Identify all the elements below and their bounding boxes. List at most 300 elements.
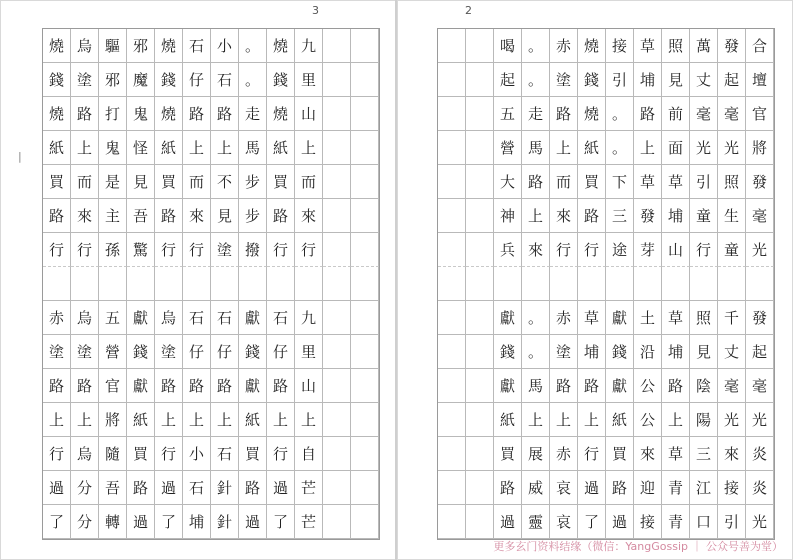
grid-cell: 光 <box>718 403 746 437</box>
grid-cell: 發 <box>746 301 774 335</box>
grid-cell: 路 <box>127 471 155 505</box>
grid-cell: 燒 <box>267 29 295 63</box>
grid-cell: 路 <box>211 369 239 403</box>
grid-cell <box>466 29 494 63</box>
grid-cell <box>323 199 351 233</box>
grid-cell: 塗 <box>550 335 578 369</box>
grid-cell: 引 <box>718 505 746 539</box>
grid-cell: 。 <box>239 63 267 97</box>
grid-cell: 過 <box>606 505 634 539</box>
grid-cell: 見 <box>662 63 690 97</box>
grid-cell: 紙 <box>494 403 522 437</box>
grid-cell: 路 <box>155 199 183 233</box>
grid-cell <box>438 131 466 165</box>
grid-cell: 埔 <box>578 335 606 369</box>
grid-cell: 接 <box>634 505 662 539</box>
grid-cell <box>578 267 606 301</box>
grid-cell <box>351 335 379 369</box>
grid-cell <box>466 233 494 267</box>
grid-cell: 而 <box>71 165 99 199</box>
grid-cell <box>606 267 634 301</box>
grid-cell: 草 <box>578 301 606 335</box>
grid-cell: 鬼 <box>127 97 155 131</box>
grid-cell: 口 <box>690 505 718 539</box>
grid-cell <box>466 471 494 505</box>
grid-cell: 。 <box>522 63 550 97</box>
grid-cell <box>438 369 466 403</box>
grid-cell: 五 <box>99 301 127 335</box>
grid-cell: 馬 <box>522 131 550 165</box>
grid-cell: 埔 <box>634 63 662 97</box>
grid-cell: 馬 <box>522 369 550 403</box>
grid-cell: 九 <box>295 301 323 335</box>
grid-cell: 上 <box>71 403 99 437</box>
grid-cell: 仔 <box>183 335 211 369</box>
grid-cell: 買 <box>155 165 183 199</box>
grid-cell: 獻 <box>606 369 634 403</box>
grid-cell: 買 <box>267 165 295 199</box>
grid-cell: 買 <box>494 437 522 471</box>
grid-cell: 路 <box>43 369 71 403</box>
grid-cell: 光 <box>746 233 774 267</box>
grid-cell: 路 <box>606 471 634 505</box>
grid-cell: 照 <box>690 301 718 335</box>
grid-cell: 獻 <box>127 301 155 335</box>
grid-cell: 行 <box>578 437 606 471</box>
grid-cell: 分 <box>71 471 99 505</box>
grid-cell: 毫 <box>746 369 774 403</box>
grid-cell: 炎 <box>746 471 774 505</box>
grid-cell: 赤 <box>550 437 578 471</box>
grid-cell: 錢 <box>494 335 522 369</box>
grid-cell: 上 <box>522 403 550 437</box>
grid-cell <box>351 437 379 471</box>
grid-cell: 照 <box>662 29 690 63</box>
grid-cell <box>438 505 466 539</box>
grid-cell: 過 <box>155 471 183 505</box>
grid-cell: 買 <box>606 437 634 471</box>
grid-cell: 過 <box>43 471 71 505</box>
grid-cell <box>183 267 211 301</box>
grid-cell: 芽 <box>634 233 662 267</box>
grid-cell: 山 <box>295 369 323 403</box>
grid-cell: 撥 <box>239 233 267 267</box>
grid-cell: 發 <box>634 199 662 233</box>
grid-cell: 小 <box>183 437 211 471</box>
grid-cell: 石 <box>267 301 295 335</box>
watermark-text: 更多玄门资料结缘（微信：YangGossip ｜ 公众号善为堂） <box>493 540 783 553</box>
grid-cell: 芒 <box>295 471 323 505</box>
grid-cell: 上 <box>662 403 690 437</box>
grid-cell <box>43 267 71 301</box>
grid-cell: 生 <box>718 199 746 233</box>
grid-cell <box>438 165 466 199</box>
grid-cell: 仔 <box>183 63 211 97</box>
manuscript-grid-left <box>42 28 380 540</box>
grid-cell: 來 <box>71 199 99 233</box>
grid-cell: 兵 <box>494 233 522 267</box>
grid-cell: 。 <box>522 29 550 63</box>
grid-cell: 烏 <box>155 301 183 335</box>
grid-cell: 毫 <box>718 369 746 403</box>
grid-cell: 來 <box>550 199 578 233</box>
grid-cell <box>690 267 718 301</box>
grid-cell: 錢 <box>267 63 295 97</box>
grid-cell <box>323 369 351 403</box>
grid-cell <box>494 267 522 301</box>
grid-cell: 起 <box>494 63 522 97</box>
grid-cell: 了 <box>155 505 183 539</box>
grid-cell: 獻 <box>606 301 634 335</box>
grid-cell: 。 <box>606 131 634 165</box>
grid-cell <box>323 403 351 437</box>
grid-cell: 埔 <box>662 335 690 369</box>
grid-cell: 塗 <box>71 335 99 369</box>
grid-cell: 行 <box>295 233 323 267</box>
grid-cell <box>351 165 379 199</box>
grid-cell: 赤 <box>550 29 578 63</box>
grid-cell: 土 <box>634 301 662 335</box>
grid-cell: 路 <box>239 471 267 505</box>
grid-cell: 上 <box>211 131 239 165</box>
grid-cell: 行 <box>71 233 99 267</box>
grid-cell: 轉 <box>99 505 127 539</box>
grid-cell: 上 <box>183 131 211 165</box>
grid-cell: 孫 <box>99 233 127 267</box>
grid-cell: 燒 <box>43 29 71 63</box>
grid-cell <box>351 301 379 335</box>
grid-cell: 塗 <box>43 335 71 369</box>
grid-cell: 起 <box>718 63 746 97</box>
right-page <box>397 0 793 560</box>
grid-cell: 塗 <box>71 63 99 97</box>
grid-cell: 燒 <box>578 97 606 131</box>
grid-cell: 過 <box>239 505 267 539</box>
grid-cell: 九 <box>295 29 323 63</box>
grid-cell <box>267 267 295 301</box>
grid-cell: 紙 <box>578 131 606 165</box>
grid-cell: 來 <box>634 437 662 471</box>
grid-cell: 上 <box>183 403 211 437</box>
grid-cell <box>239 267 267 301</box>
grid-cell: 。 <box>606 97 634 131</box>
grid-cell: 烏 <box>71 437 99 471</box>
grid-cell: 合 <box>746 29 774 63</box>
grid-cell: 過 <box>267 471 295 505</box>
grid-cell: 埔 <box>662 199 690 233</box>
grid-cell: 買 <box>578 165 606 199</box>
grid-cell: 展 <box>522 437 550 471</box>
grid-cell <box>351 471 379 505</box>
grid-cell: 路 <box>267 199 295 233</box>
grid-cell: 赤 <box>43 301 71 335</box>
grid-cell: 行 <box>155 233 183 267</box>
grid-cell: 石 <box>183 301 211 335</box>
grid-cell: 山 <box>662 233 690 267</box>
grid-cell <box>438 97 466 131</box>
grid-cell: 馬 <box>239 131 267 165</box>
grid-cell: 路 <box>211 97 239 131</box>
grid-cell: 接 <box>606 29 634 63</box>
grid-cell: 路 <box>267 369 295 403</box>
grid-cell <box>351 403 379 437</box>
grid-cell <box>323 233 351 267</box>
grid-cell: 草 <box>634 165 662 199</box>
grid-cell: 路 <box>155 369 183 403</box>
grid-cell: 獻 <box>239 369 267 403</box>
grid-cell: 里 <box>295 63 323 97</box>
grid-cell: 公 <box>634 403 662 437</box>
grid-cell: 過 <box>127 505 155 539</box>
grid-cell: 路 <box>550 369 578 403</box>
grid-cell: 路 <box>494 471 522 505</box>
grid-cell <box>466 403 494 437</box>
grid-cell: 將 <box>746 131 774 165</box>
grid-cell <box>323 131 351 165</box>
grid-cell: 三 <box>606 199 634 233</box>
grid-cell: 石 <box>211 437 239 471</box>
grid-cell: 石 <box>211 301 239 335</box>
grid-cell <box>127 267 155 301</box>
grid-cell: 喝 <box>494 29 522 63</box>
grid-cell <box>351 199 379 233</box>
grid-cell: 草 <box>662 301 690 335</box>
grid-cell: 邪 <box>127 29 155 63</box>
grid-cell: 公 <box>634 369 662 403</box>
grid-cell: 獻 <box>127 369 155 403</box>
grid-cell: 起 <box>746 335 774 369</box>
grid-cell <box>466 301 494 335</box>
grid-cell: 路 <box>578 369 606 403</box>
grid-cell: 草 <box>634 29 662 63</box>
grid-cell: 驅 <box>99 29 127 63</box>
grid-cell <box>99 267 127 301</box>
grid-cell: 見 <box>127 165 155 199</box>
grid-cell: 江 <box>690 471 718 505</box>
grid-cell <box>323 165 351 199</box>
grid-cell: 上 <box>155 403 183 437</box>
grid-cell <box>550 267 578 301</box>
grid-cell <box>323 335 351 369</box>
grid-cell: 路 <box>522 165 550 199</box>
grid-cell: 沿 <box>634 335 662 369</box>
grid-cell: 主 <box>99 199 127 233</box>
grid-cell: 路 <box>71 97 99 131</box>
grid-cell: 魔 <box>127 63 155 97</box>
grid-cell <box>466 199 494 233</box>
grid-cell: 來 <box>718 437 746 471</box>
left-page <box>0 0 396 560</box>
grid-cell: 行 <box>267 437 295 471</box>
grid-cell <box>155 267 183 301</box>
grid-cell <box>323 63 351 97</box>
grid-cell: 途 <box>606 233 634 267</box>
grid-cell <box>466 97 494 131</box>
grid-cell: 上 <box>295 403 323 437</box>
grid-cell <box>438 335 466 369</box>
grid-cell: 青 <box>662 471 690 505</box>
grid-cell: 而 <box>550 165 578 199</box>
grid-cell: 上 <box>71 131 99 165</box>
grid-cell <box>466 131 494 165</box>
grid-cell: 石 <box>183 471 211 505</box>
grid-cell: 神 <box>494 199 522 233</box>
grid-cell: 紙 <box>43 131 71 165</box>
grid-cell: 迎 <box>634 471 662 505</box>
grid-cell: 走 <box>522 97 550 131</box>
grid-cell <box>438 403 466 437</box>
grid-cell: 威 <box>522 471 550 505</box>
grid-cell: 紙 <box>127 403 155 437</box>
grid-cell <box>466 437 494 471</box>
grid-cell: 路 <box>634 97 662 131</box>
grid-cell <box>295 267 323 301</box>
grid-cell: 官 <box>746 97 774 131</box>
grid-cell: 買 <box>239 437 267 471</box>
grid-cell <box>351 369 379 403</box>
grid-cell: 上 <box>211 403 239 437</box>
grid-cell: 買 <box>43 165 71 199</box>
grid-cell: 哀 <box>550 471 578 505</box>
grid-cell: 埔 <box>183 505 211 539</box>
grid-cell: 走 <box>239 97 267 131</box>
grid-cell: 自 <box>295 437 323 471</box>
grid-cell: 草 <box>662 437 690 471</box>
grid-cell: 毫 <box>690 97 718 131</box>
grid-cell: 鬼 <box>99 131 127 165</box>
grid-cell: 了 <box>578 505 606 539</box>
grid-cell <box>438 63 466 97</box>
grid-cell: 靈 <box>522 505 550 539</box>
grid-cell: 光 <box>718 131 746 165</box>
grid-cell <box>466 335 494 369</box>
grid-cell: 芒 <box>295 505 323 539</box>
grid-cell: 陽 <box>690 403 718 437</box>
grid-cell: 萬 <box>690 29 718 63</box>
grid-cell: 面 <box>662 131 690 165</box>
grid-cell: 赤 <box>550 301 578 335</box>
grid-cell <box>351 131 379 165</box>
grid-cell <box>438 199 466 233</box>
grid-cell: 五 <box>494 97 522 131</box>
grid-cell <box>351 97 379 131</box>
grid-cell: 引 <box>690 165 718 199</box>
page-number-left: 3 <box>312 4 319 17</box>
grid-cell: 光 <box>746 403 774 437</box>
grid-cell: 怪 <box>127 131 155 165</box>
grid-cell <box>634 267 662 301</box>
grid-cell: 行 <box>690 233 718 267</box>
grid-cell: 分 <box>71 505 99 539</box>
grid-cell <box>351 63 379 97</box>
grid-cell: 燒 <box>43 97 71 131</box>
grid-cell <box>718 267 746 301</box>
grid-cell <box>466 505 494 539</box>
grid-cell: 紙 <box>239 403 267 437</box>
grid-cell: 三 <box>690 437 718 471</box>
grid-cell: 燒 <box>155 97 183 131</box>
grid-cell: 來 <box>183 199 211 233</box>
grid-cell <box>466 63 494 97</box>
grid-cell: 步 <box>239 199 267 233</box>
grid-cell: 而 <box>295 165 323 199</box>
grid-cell: 上 <box>43 403 71 437</box>
grid-cell: 行 <box>550 233 578 267</box>
grid-cell: 行 <box>155 437 183 471</box>
grid-cell: 里 <box>295 335 323 369</box>
grid-cell: 青 <box>662 505 690 539</box>
grid-cell: 錢 <box>606 335 634 369</box>
grid-cell: 邪 <box>99 63 127 97</box>
grid-cell: 陰 <box>690 369 718 403</box>
grid-cell: 路 <box>550 97 578 131</box>
grid-cell: 石 <box>211 63 239 97</box>
grid-cell: 行 <box>43 233 71 267</box>
grid-cell: 塗 <box>211 233 239 267</box>
grid-cell: 紙 <box>155 131 183 165</box>
grid-cell: 路 <box>71 369 99 403</box>
grid-cell: 千 <box>718 301 746 335</box>
grid-cell: 了 <box>43 505 71 539</box>
grid-cell: 驚 <box>127 233 155 267</box>
grid-cell <box>323 437 351 471</box>
grid-cell <box>323 267 351 301</box>
grid-cell: 發 <box>746 165 774 199</box>
grid-cell: 見 <box>211 199 239 233</box>
grid-cell: 。 <box>522 301 550 335</box>
grid-cell <box>211 267 239 301</box>
grid-cell: 行 <box>43 437 71 471</box>
manuscript-grid-right <box>437 28 775 540</box>
grid-cell: 丈 <box>690 63 718 97</box>
grid-cell: 照 <box>718 165 746 199</box>
grid-cell: 買 <box>127 437 155 471</box>
grid-cell: 吾 <box>127 199 155 233</box>
grid-cell <box>438 471 466 505</box>
grid-cell <box>746 267 774 301</box>
grid-cell: 是 <box>99 165 127 199</box>
grid-cell <box>438 267 466 301</box>
grid-cell: 燒 <box>155 29 183 63</box>
grid-cell: 下 <box>606 165 634 199</box>
grid-cell: 過 <box>578 471 606 505</box>
grid-cell: 錢 <box>127 335 155 369</box>
grid-cell <box>522 267 550 301</box>
grid-cell: 童 <box>718 233 746 267</box>
grid-cell: 了 <box>267 505 295 539</box>
grid-cell: 燒 <box>578 29 606 63</box>
grid-cell: 行 <box>183 233 211 267</box>
grid-cell: 燒 <box>267 97 295 131</box>
grid-cell: 引 <box>606 63 634 97</box>
grid-cell: 來 <box>295 199 323 233</box>
grid-cell <box>466 267 494 301</box>
grid-cell: 營 <box>99 335 127 369</box>
grid-cell: 紙 <box>267 131 295 165</box>
grid-cell: 路 <box>662 369 690 403</box>
grid-cell: 。 <box>239 29 267 63</box>
grid-cell: 毫 <box>746 199 774 233</box>
grid-cell: 光 <box>690 131 718 165</box>
grid-cell: 塗 <box>155 335 183 369</box>
grid-cell: 上 <box>578 403 606 437</box>
grid-cell: 見 <box>690 335 718 369</box>
page-number-right: 2 <box>465 4 472 17</box>
grid-cell: 仔 <box>267 335 295 369</box>
grid-cell: 小 <box>211 29 239 63</box>
grid-cell <box>323 505 351 539</box>
grid-cell <box>351 233 379 267</box>
